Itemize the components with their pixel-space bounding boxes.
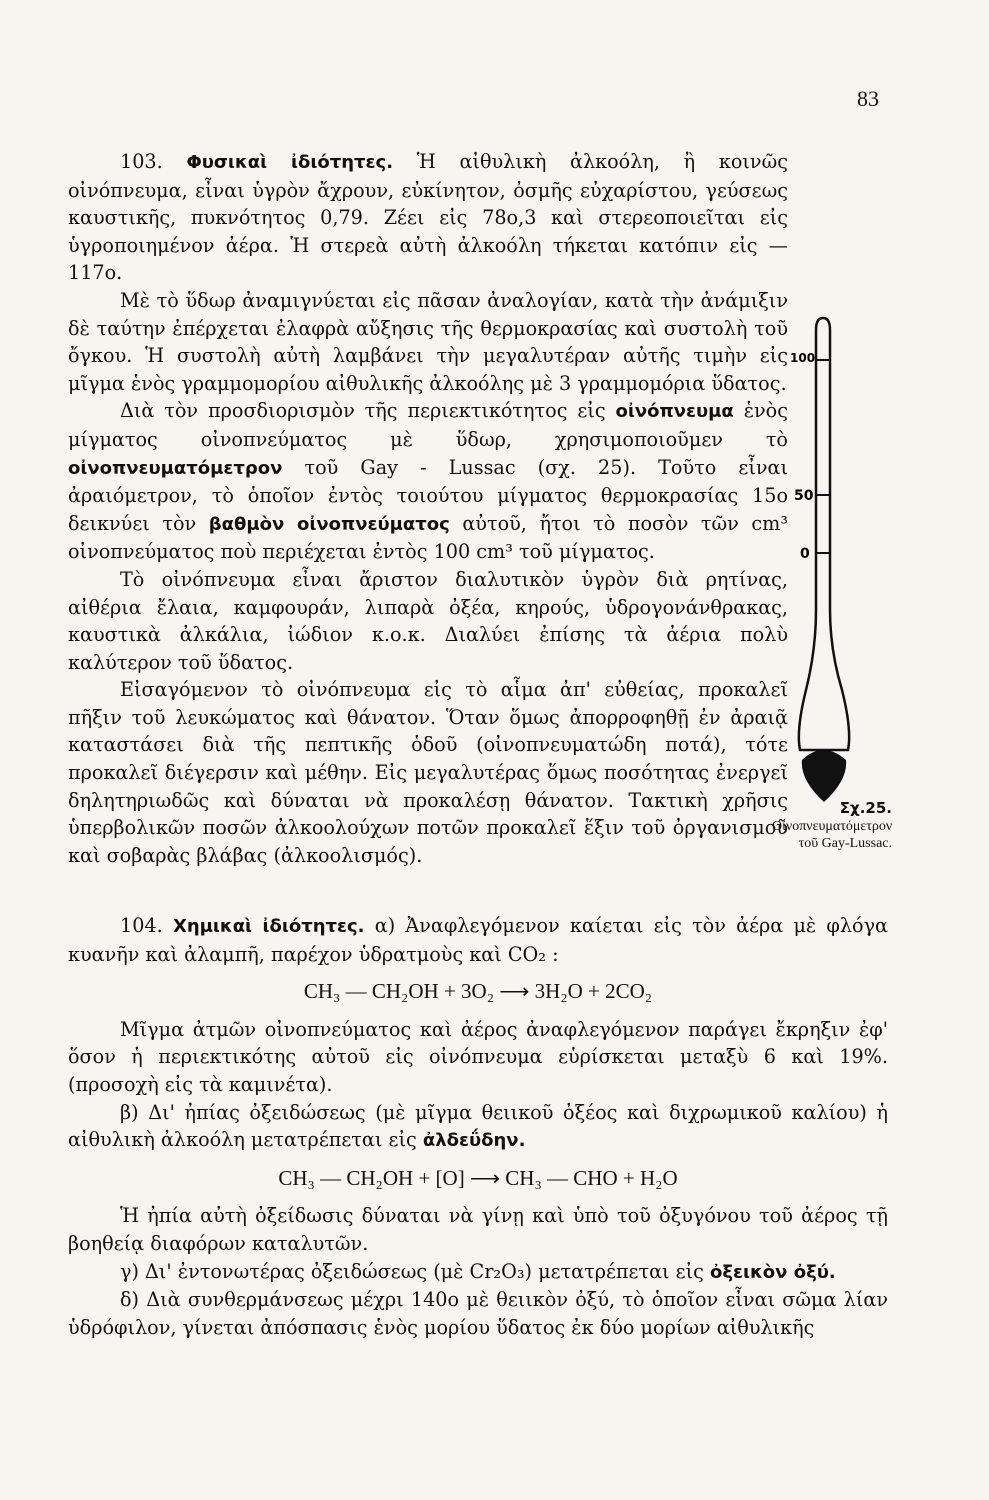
figure-caption [772, 800, 892, 852]
section-number: 103. [120, 150, 163, 173]
hydrometer-drawing [790, 310, 890, 810]
paragraph: Μὲ τὸ ὕδωρ ἀναμιγνύεται εἰς πᾶσαν ἀναλογίαν, κατὰ τὴν ἀνάμιξιν δὲ ταύτην ἐπέρχεται ἐλαφρὰ αὔξησις τῆς θερμοκρασίας καὶ συστολὴ τοῦ ὄγκου. Ἡ συστολὴ αὐτὴ λαμβάνει τὴν μεγαλυτέραν αὐτῆς τιμὴν εἰς μῖγμα ἑνὸς γραμμομορίου αἰθυλικῆς ἀλκοόλης μὲ 3 γραμμομόρια ὕδατος. [68, 288, 788, 395]
text-run: β) Δι' ἠπίας ὀξειδώσεως (μὲ μῖγμα θειικοῦ ὀξέος καὶ διχρωμικοῦ καλίου) ἡ αἰθυλικὴ ἀλκοόλη μετατρέπεται εἰς [68, 1100, 888, 1152]
bold-term: οἰνοπνευματόμετρον [68, 457, 283, 479]
bold-term: ὀξεικὸν ὀξύ. [709, 1261, 836, 1283]
caption-text: Οἰνοπνευματόμετρον τοῦ Gay-Lussac. [772, 819, 893, 851]
scale-label-50: 50 [794, 488, 814, 504]
bold-term: ἀλδεΰδην. [422, 1130, 526, 1152]
paragraph [68, 1258, 888, 1287]
hydrometer-figure [790, 310, 890, 810]
section-number: 104. [120, 914, 163, 937]
text-run: ἑνὸς μίγματος οἰνοπνεύματος μὲ ὕδωρ, χρησιμοποιοῦμεν τὸ [68, 399, 788, 451]
paragraph: Μῖγμα ἀτμῶν οἰνοπνεύματος καὶ ἀέρος ἀναφλεγόμενον παράγει ἔκρηξιν ἐφ' ὅσον ἡ περιεκτικότης αὐτοῦ εἰς οἰνόπνευμα εὑρίσκεται μεταξὺ 6 καὶ 19%. (προσοχὴ εἰς τὰ καμινέτα). [68, 1017, 888, 1096]
section-heading: Φυσικαὶ ἰδιότητες. [186, 152, 394, 173]
paragraph [68, 397, 788, 566]
paragraph: δ) Διὰ συνθερμάνσεως μέχρι 140ο μὲ θειικὸν ὀξύ, τὸ ὁποῖον εἶναι σῶμα λίαν ὑδρόφιλον, γίνεται ἀπόσπασις ἑνὸς μορίου ὕδατος ἐκ δύο μορίων αἰθυλικῆς [68, 1288, 888, 1339]
paragraph-text: Ἡ αἰθυλικὴ ἀλκοόλη, ἢ κοινῶς οἰνόπνευμα, εἶναι ὑγρὸν ἄχρουν, εὐκίνητον, ὀσμῆς εὐχαρίστου, γεύσεως καυστικῆς, πυκνότητος 0,79. Ζέει εἰς 78ο,3 καὶ στερεοποιεῖται εἰς ὑγροποιημένον ἀέρα. Ἡ στερεὰ αὐτὴ ἀλκοόλη τήκεται κατόπιν εἰς — 117ο. [68, 150, 788, 285]
text-run: γ) Δι' ἐντονωτέρας ὀξειδώσεως (μὲ Cr₂O₃) μετατρέπεται εἰς [120, 1259, 704, 1283]
section-heading: Χημικαὶ ἰδιότητες. [172, 916, 365, 937]
bold-term: οἰνόπνευμα [615, 401, 734, 423]
paragraph: Τὸ οἰνόπνευμα εἶναι ἄριστον διαλυτικὸν ὑγρὸν διὰ ρητίνας, αἰθέρια ἔλαια, καμφουράν, λιπαρὰ ὀξέα, κηρούς, ὑδρογονάνθρακας, καυστικὰ ἀλκάλια, ἰώδιον κ.ο.κ. Διαλύει ἐπίσης τὰ ἀέρια πολὺ καλύτερον τοῦ ὕδατος. [68, 567, 788, 674]
paragraph: Ἡ ἠπία αὐτὴ ὀξείδωσις δύναται νὰ γίνῃ καὶ ὑπὸ τοῦ ὀξυγόνου τοῦ ἀέρος τῇ βοηθείᾳ διαφόρων καταλυτῶν. [68, 1204, 888, 1255]
equation-oxidation: CH₃ — CH₂OH + [O] ⟶ CH₃ — CHO + H₂O [278, 1165, 678, 1190]
text-run: τοῦ Gay - Lussac (σχ. 25). Τοῦτο εἶναι ἀραιόμετρον, τὸ ὁποῖον ἐντὸς τοιούτου μίγματος θερμοκρασίας 15ο δεικνύει τὸν [68, 455, 788, 535]
text-run: Διὰ τὸν προσδιορισμὸν τῆς περιεκτικότητος εἰς [120, 399, 606, 423]
caption-label: Σχ.25. [839, 799, 892, 817]
paragraph: Εἰσαγόμενον τὸ οἰνόπνευμα εἰς τὸ αἷμα ἀπ' εὐθείας, προκαλεῖ πῆξιν τοῦ λευκώματος καὶ θάνατον. Ὅταν ὅμως ἀπορροφηθῇ ἐν ἀραιᾷ καταστάσει διὰ τῆς πεπτικῆς ὁδοῦ (οἰνοπνευματώδη ποτά), τότε προκαλεῖ διέγερσιν καὶ μέθην. Εἰς μεγαλυτέρας ὅμως ποσότητας ἐνεργεῖ δηλητηριωδῶς καὶ δύναται νὰ προκαλέσῃ θάνατον. Τακτικὴ χρῆσις ὑπερβολικῶν ποσῶν ἀλκοολούχων ποτῶν προκαλεῖ ἕξιν τοῦ ὀργανισμοῦ καὶ σοβαρὰς βλάβας (ἀλκοολισμός). [68, 678, 788, 867]
text-run: αὐτοῦ, ἤτοι τὸ ποσὸν τῶν cm³ οἰνοπνεύματος ποὺ περιέχεται ἐντὸς 100 cm³ τοῦ μίγματος. [68, 511, 789, 564]
scale-label-0: 0 [800, 546, 810, 562]
section-104 [68, 912, 888, 1341]
equation-combustion: CH₃ — CH₂OH + 3O₂ ⟶ 3H₂O + 2CO₂ [303, 979, 653, 1004]
paragraph [68, 1099, 888, 1155]
section-103 [68, 148, 788, 869]
paragraph [68, 148, 788, 287]
paragraph [68, 912, 888, 968]
page-number: 83 [857, 86, 879, 111]
bold-term: βαθμὸν οἰνοπνεύματος [208, 513, 450, 535]
paragraph-text: α) Ἀναφλεγόμενον καίεται εἰς τὸν ἀέρα μὲ φλόγα κυανῆν καὶ ἀλαμπῆ, παρέχον ὑδρατμοὺς καὶ CO₂ : [68, 914, 888, 966]
scale-label-100: 100 [790, 351, 816, 365]
